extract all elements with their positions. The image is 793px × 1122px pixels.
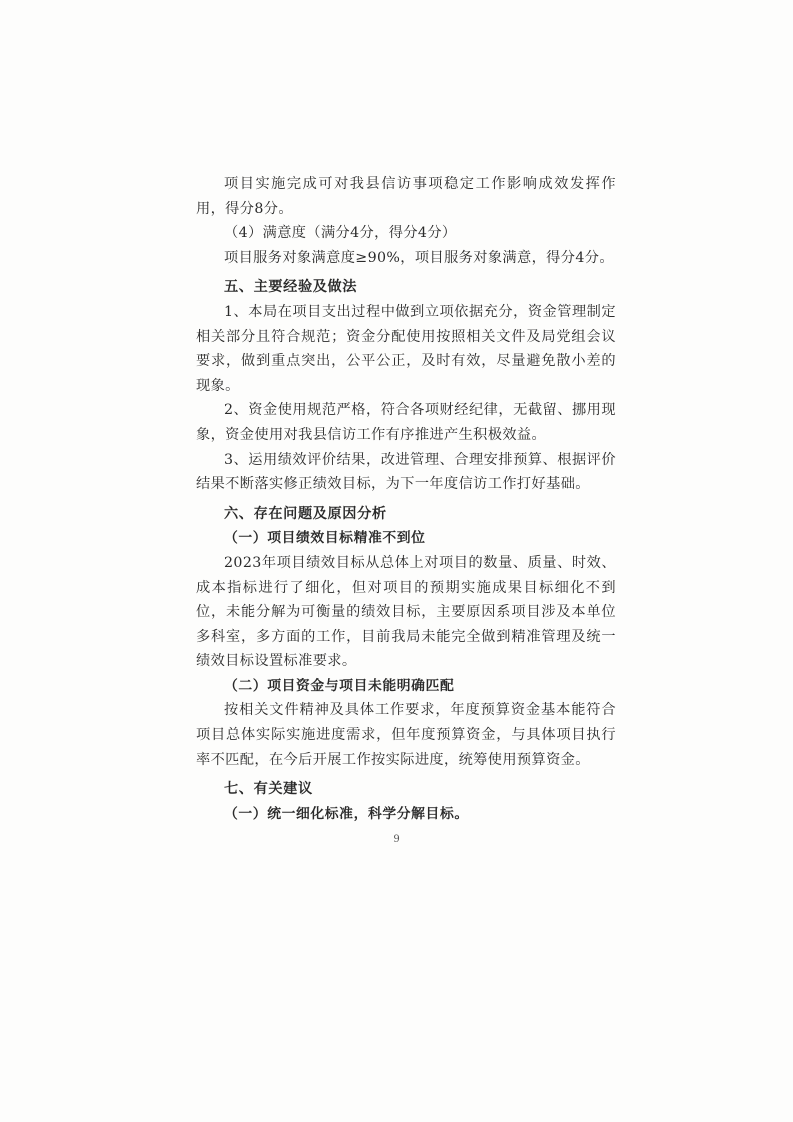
document-body [196,172,616,826]
subheading-unify-standards: （一）统一细化标准，科学分解目标。 [224,805,469,822]
section-heading-suggestions: 七、有关建议 [224,781,313,798]
paragraph-satisfaction-heading: （4）满意度（满分4分，得分4分） [224,225,457,242]
subheading-fund-mismatch: （二）项目资金与项目未能明确匹配 [224,677,455,694]
paragraph-satisfaction-text: 项目服务对象满意度≥90%，项目服务对象满意，得分4分。 [224,249,614,266]
section-heading-experience: 五、主要经验及做法 [224,279,358,296]
paragraph-effect-score: 项目实施完成可对我县信访事项稳定工作影响成效发挥作用，得分8分。 [196,176,616,217]
experience-item-2: 2、资金使用规范严格，符合各项财经纪律，无截留、挪用现象，资金使用对我县信访工作有序推进产生积极效益。 [196,402,616,443]
section-heading-problems: 六、存在问题及原因分析 [224,505,387,522]
paragraph-fund-mismatch: 按相关文件精神及具体工作要求，年度预算资金基本能符合项目总体实际实施进度需求，但年度预算资金，与具体项目执行率不匹配，在今后开展工作按实际进度，统筹使用预算资金。 [196,702,616,768]
paragraph-target-precision: 2023年项目绩效目标从总体上对项目的数量、质量、时效、成本指标进行了细化，但对项目的预期实施成果目标细化不到位，未能分解为可衡量的绩效目标，主要原因系项目涉及本单位多科室，多方面的工作，目前我局未能完全做到精准管理及统一绩效目标设置标准要求。 [196,554,616,670]
experience-item-3: 3、运用绩效评价结果，改进管理、合理安排预算、根据评价结果不断落实修正绩效目标，为下一年度信访工作打好基础。 [196,451,616,493]
subheading-target-precision: （一）项目绩效目标精准不到位 [224,530,426,547]
experience-item-1: 1、本局在项目支出过程中做到立项依据充分，资金管理制定相关部分且符合规范；资金分配使用按照相关文件及局党组会议要求，做到重点突出，公平公正，及时有效，尽量避免散小差的现象。 [196,303,616,394]
page-number: 9 [393,834,400,845]
